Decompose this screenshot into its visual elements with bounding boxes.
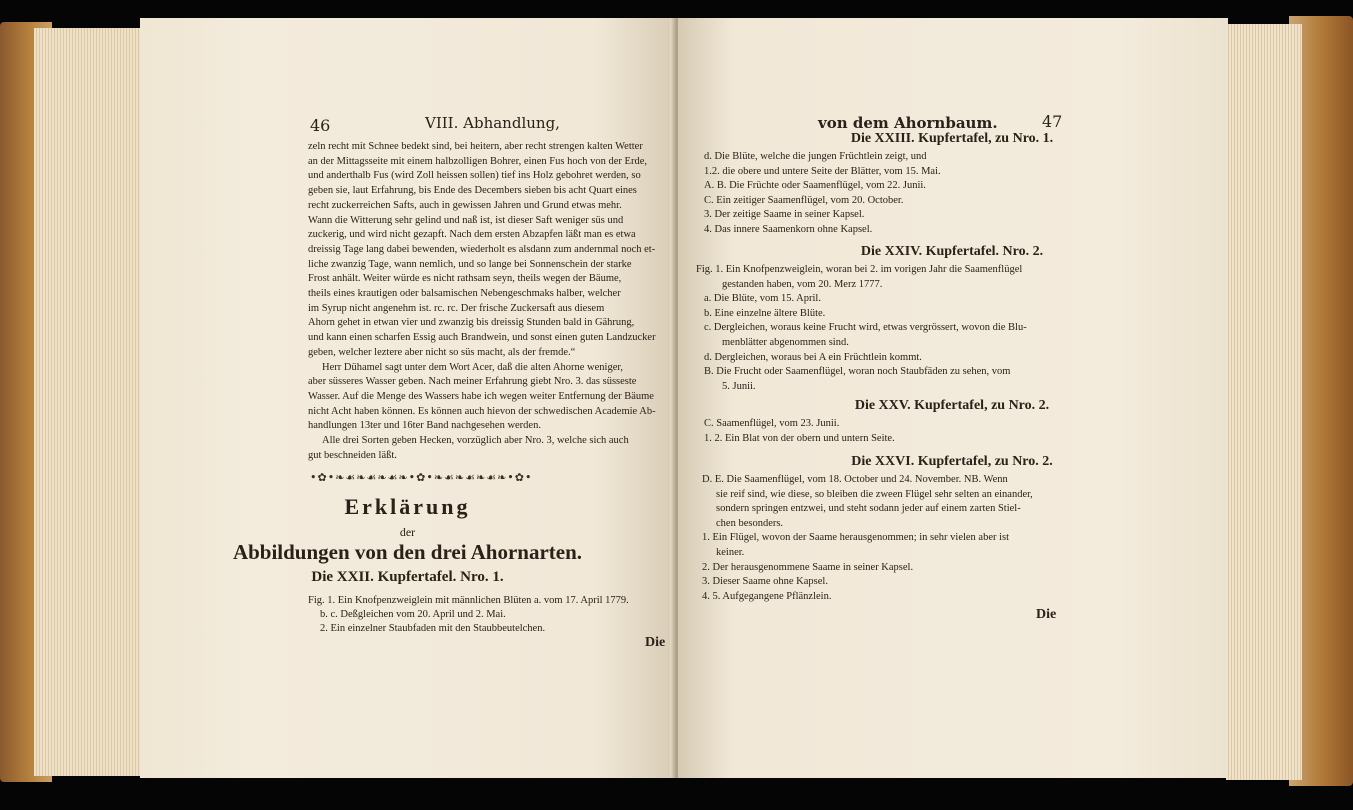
text-line: im Syrup nicht angenehm ist. rc. rc. Der frische Zuckersaft aus diesem bbox=[308, 302, 605, 314]
text-line: liche zwanzig Tage, wann nemlich, und so lange bei Sonnenschein der starke bbox=[308, 258, 632, 270]
left-page bbox=[140, 18, 675, 778]
text-line: C. Ein zeitiger Saamenflügel, vom 20. October. bbox=[704, 194, 904, 206]
text-line: 1. 2. Ein Blat von der obern und untern Seite. bbox=[704, 432, 895, 444]
text-line: dreissig Tage lang dabei bewenden, wiederholt es alsdann zum andernmal noch et- bbox=[308, 243, 656, 255]
text-line: aber süsseres Wasser geben. Nach meiner Erfahrung giebt Nro. 3. das süsseste bbox=[308, 376, 637, 388]
text-line: b. Eine einzelne ältere Blüte. bbox=[704, 307, 826, 319]
text-line: recht zuckerreichen Safts, auch in gewissen Jahren und Grund etwas mehr. bbox=[308, 199, 622, 211]
text-line: und kann einen scharfen Essig auch Brandwein, und sonst einen guten Landzucker bbox=[308, 332, 656, 344]
text-line: 4. 5. Aufgegangene Pflänzlein. bbox=[702, 590, 832, 602]
right-page-number: 47 bbox=[1042, 112, 1063, 131]
plate-item: b. c. Deßgleichen vom 20. April und 2. Mai. bbox=[320, 609, 506, 620]
section-subtitle: der bbox=[399, 525, 416, 539]
catchword-left: Die bbox=[645, 635, 666, 650]
plate-item: Fig. 1. Ein Knofpenzweiglein mit männlichen Blüten a. vom 17. April 1779. bbox=[308, 595, 629, 606]
text-line: handlungen 13ter und 16ter Band nachgesehen werden. bbox=[308, 420, 541, 432]
section-title: Erklärung bbox=[344, 494, 471, 519]
text-line: 1.2. die obere und untere Seite der Blätter, vom 15. Mai. bbox=[704, 165, 941, 177]
right-page-header: von dem Ahornbaum. bbox=[818, 114, 998, 132]
plate-heading-xxii: Die XXII. Kupfertafel. Nro. 1. bbox=[311, 569, 504, 585]
text-line: c. Dergleichen, woraus keine Frucht wird, etwas vergrössert, wovon die Blu- bbox=[704, 322, 1027, 334]
text-line: Frost anhält. Weiter würde es nicht rathsam seyn, theils wegen der Bäume, bbox=[308, 273, 622, 285]
text-line: 3. Der zeitige Saame in seiner Kapsel. bbox=[704, 209, 865, 221]
ornament-divider: •✿•❧☙❧☙❧☙❧•✿•❧☙❧☙❧☙❧•✿• bbox=[310, 471, 533, 484]
section-main-title: Abbildungen von den drei Ahornarten. bbox=[232, 540, 583, 564]
text-line: B. Die Frucht oder Saamenflügel, woran noch Staubfäden zu sehen, vom bbox=[704, 366, 1011, 378]
plate-heading-xxvi: Die XXVI. Kupfertafel, zu Nro. 2. bbox=[851, 454, 1053, 469]
text-line: gestanden haben, vom 20. Merz 1777. bbox=[722, 278, 883, 290]
text-line: 1. Ein Flügel, wovon der Saame herausgenommen; in sehr vielen aber ist bbox=[702, 532, 1010, 544]
right-page bbox=[678, 18, 1228, 778]
text-line: Wasser. Auf die Menge des Wassers habe ich wegen weiter Entfernung der Bäume bbox=[308, 390, 654, 402]
page-edges-left bbox=[34, 28, 144, 776]
text-line: chen besonders. bbox=[716, 517, 784, 529]
left-page-header: VIII. Abhandlung, bbox=[425, 114, 560, 132]
text-line: Wann die Witterung sehr gelind und naß ist, ist dieser Saft weniger süs und bbox=[308, 214, 624, 226]
plate-item: 2. Ein einzelner Staubfaden mit den Staubbeutelchen. bbox=[320, 623, 546, 634]
text-line: zuckerig, und wird nicht gezapft. Nach dem ersten Abzapfen läßt man es etwa bbox=[308, 229, 636, 241]
text-line: Alle drei Sorten geben Hecken, vorzüglich aber Nro. 3, welche sich auch bbox=[322, 435, 629, 446]
plate-heading-xxiii: Die XXIII. Kupfertafel, zu Nro. 1. bbox=[850, 131, 1054, 146]
page-edges-right bbox=[1226, 24, 1302, 780]
text-line: gut beschneiden läßt. bbox=[308, 449, 397, 461]
text-line: 2. Der herausgenommene Saame in seiner Kapsel. bbox=[702, 561, 914, 573]
plate-heading-xxv: Die XXV. Kupfertafel, zu Nro. 2. bbox=[854, 398, 1050, 413]
text-line: D. E. Die Saamenflügel, vom 18. October und 24. November. NB. Wenn bbox=[702, 474, 1008, 485]
text-line: C. Saamenflügel, vom 23. Junii. bbox=[704, 418, 840, 429]
text-line: zeln recht mit Schnee bedekt sind, bei heitern, aber recht strengen kalten Wetter bbox=[308, 141, 643, 152]
text-line: 4. Das innere Saamenkorn ohne Kapsel. bbox=[704, 224, 873, 235]
text-line: A. B. Die Früchte oder Saamenflügel, vom 22. Junii. bbox=[704, 180, 926, 192]
text-line: menblätter abgenommen sind. bbox=[722, 337, 849, 348]
text-line: geben, welcher leztere aber nicht so süs macht, als der fremde.“ bbox=[308, 346, 576, 358]
text-line: Ahorn gehet in etwan vier und zwanzig bis dreissig Stunden bald in Gährung, bbox=[308, 317, 635, 329]
text-line: sie reif sind, wie diese, so bleiben die zween Flügel sehr selten an einander, bbox=[716, 488, 1033, 500]
text-line: an der Mittagsseite mit einem halbzolligen Bohrer, einen Fus hoch von der Erde, bbox=[308, 155, 647, 167]
text-line: geben sie, laut Erfahrung, bis Ende des Decembers sieben bis acht Quart eines bbox=[308, 185, 637, 197]
text-line: keiner. bbox=[716, 547, 745, 558]
text-line: sondern springen entzwei, und steht sodann jeder auf einem zarten Stiel- bbox=[716, 503, 1021, 515]
text-line: d. Die Blüte, welche die jungen Früchtlein zeigt, und bbox=[704, 151, 927, 162]
text-line: Fig. 1. Ein Knofpenzweiglein, woran bei 2. im vorigen Jahr die Saamenflügel bbox=[696, 264, 1023, 275]
text-line: und anderthalb Fus (wird Zoll heissen sollen) tief ins Holz gebohret werden, so bbox=[308, 170, 641, 182]
text-line: 3. Dieser Saame ohne Kapsel. bbox=[702, 576, 828, 588]
text-line: Herr Dühamel sagt unter dem Wort Acer, daß die alten Ahorne weniger, bbox=[322, 361, 624, 373]
catchword-right: Die bbox=[1036, 607, 1057, 622]
text-line: nicht Acht haben können. Es können auch hievon der schwedischen Academie Ab- bbox=[308, 405, 656, 417]
left-page-number: 46 bbox=[310, 116, 331, 135]
text-line: 5. Junii. bbox=[722, 380, 756, 392]
text-line: theils eines krautigen oder balsamischen Nebengeschmaks halber, welcher bbox=[308, 288, 621, 299]
plate-heading-xxiv: Die XXIV. Kupfertafel. Nro. 2. bbox=[860, 244, 1044, 259]
text-line: a. Die Blüte, vom 15. April. bbox=[704, 293, 821, 305]
text-line: d. Dergleichen, woraus bei A ein Früchtlein kommt. bbox=[704, 351, 922, 363]
